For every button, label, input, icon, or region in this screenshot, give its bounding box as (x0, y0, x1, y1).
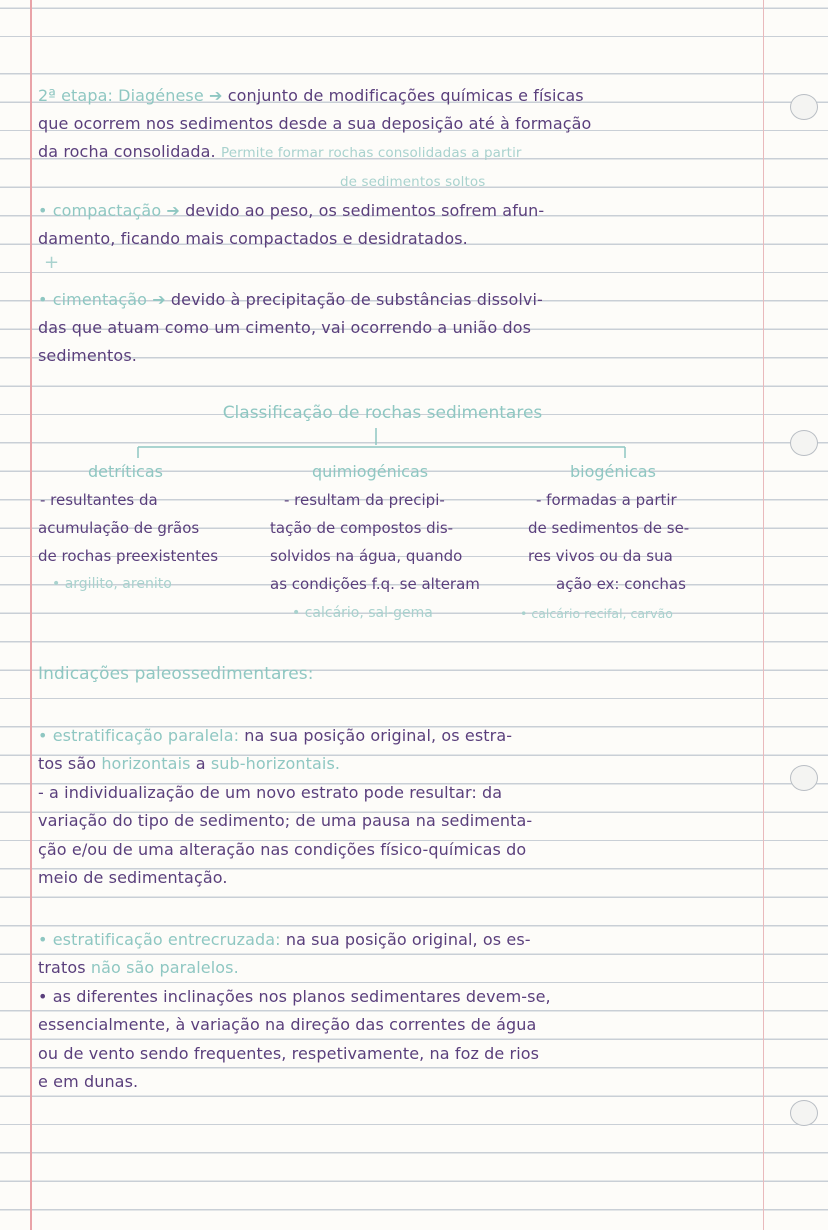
biogenicas-example: • calcário recifal, carvão (520, 606, 673, 621)
biogenicas-line: - formadas a partir (536, 491, 677, 509)
paralela-text: na sua posição original, os estra- (244, 726, 513, 745)
classification-tree-lines (0, 0, 828, 470)
diagenese-text: conjunto de modificações químicas e físicas (227, 86, 584, 105)
diagenese-line-2: que ocorrem nos sedimentos desde a sua deposição até à formação (38, 114, 592, 133)
arrow-icon: ➔ (152, 290, 171, 309)
plus-sign: + (44, 252, 60, 273)
biogenicas-line: de sedimentos de se- (528, 519, 690, 537)
diagenese-heading: 2ª etapa: Diagénese (38, 86, 204, 105)
paralela-line-3: - a individualização de um novo estrato pode resultar: da (38, 783, 503, 802)
diagenese-note: Permite formar rochas consolidadas a partir (220, 145, 522, 161)
classification-title: Classificação de rochas sedimentares (222, 403, 543, 423)
entrecruzada-line-2 (38, 958, 239, 978)
detriticas-line: acumulação de grãos (38, 519, 200, 537)
biogenicas-heading: biogénicas (570, 462, 656, 481)
entrecruzada-line-4: essencialmente, à variação na direção das correntes de água (38, 1015, 537, 1034)
paralela-line-5: ção e/ou de uma alteração nas condições físico-químicas do (38, 840, 527, 859)
compactacao-heading: • compactação (38, 201, 162, 220)
quimiogenicas-line: tação de compostos dis- (270, 519, 454, 537)
entrecruzada-line-1 (38, 930, 531, 950)
paralela-text: tos são (38, 754, 97, 773)
paralela-line-1 (38, 726, 512, 746)
detriticas-line: de rochas preexistentes (38, 547, 219, 565)
quimiogenicas-line: solvidos na água, quando (270, 547, 463, 565)
entrecruzada-heading: • estratificação entrecruzada: (38, 930, 281, 949)
compactacao-text: devido ao peso, os sedimentos sofrem afun- (185, 201, 545, 220)
paralela-line-2 (38, 754, 340, 774)
entrecruzada-text: na sua posição original, os es- (285, 930, 531, 949)
detriticas-line: - resultantes da (40, 491, 158, 509)
entrecruzada-line-6: e em dunas. (38, 1072, 139, 1091)
quimiogenicas-line: - resultam da precipi- (284, 491, 445, 509)
paralela-heading: • estratificação paralela: (38, 726, 240, 745)
biogenicas-line: ação ex: conchas (556, 575, 686, 593)
indicacoes-title: Indicações paleossedimentares: (38, 664, 314, 684)
arrow-icon: ➔ (209, 86, 228, 105)
paralela-highlight: sub-horizontais. (210, 754, 341, 773)
binder-hole (790, 765, 818, 791)
entrecruzada-line-3: • as diferentes inclinações nos planos sedimentares devem-se, (38, 987, 551, 1006)
quimiogenicas-line: as condições f.q. se alteram (270, 575, 480, 593)
detriticas-heading: detríticas (88, 462, 163, 481)
arrow-icon: ➔ (166, 201, 186, 220)
paralela-line-4: variação do tipo de sedimento; de uma pausa na sedimenta- (38, 811, 533, 830)
diagenese-text: da rocha consolidada. (38, 142, 216, 161)
detriticas-example: • argilito, arenito (52, 576, 172, 592)
entrecruzada-highlight: não são paralelos. (90, 958, 239, 977)
cimentacao-heading: • cimentação (38, 290, 148, 309)
entrecruzada-text: tratos (38, 958, 86, 977)
compactacao-line-2: damento, ficando mais compactados e desidratados. (38, 229, 468, 248)
cimentacao-line-2: das que atuam como um cimento, vai ocorrendo a união dos (38, 318, 532, 337)
cimentacao-text: devido à precipitação de substâncias dissolvi- (170, 290, 543, 309)
cimentacao-line-3: sedimentos. (38, 346, 137, 365)
paralela-highlight: horizontais (101, 754, 191, 773)
entrecruzada-line-5: ou de vento sendo frequentes, respetivamente, na foz de rios (38, 1044, 540, 1063)
biogenicas-line: res vivos ou da sua (528, 547, 673, 565)
paralela-text: a (195, 754, 206, 773)
diagenese-line-4: de sedimentos soltos (340, 174, 486, 190)
quimiogenicas-heading: quimiogénicas (312, 462, 429, 481)
binder-hole (790, 1100, 818, 1126)
paralela-line-6: meio de sedimentação. (38, 868, 228, 887)
quimiogenicas-example: • calcário, sal-gema (292, 605, 433, 621)
